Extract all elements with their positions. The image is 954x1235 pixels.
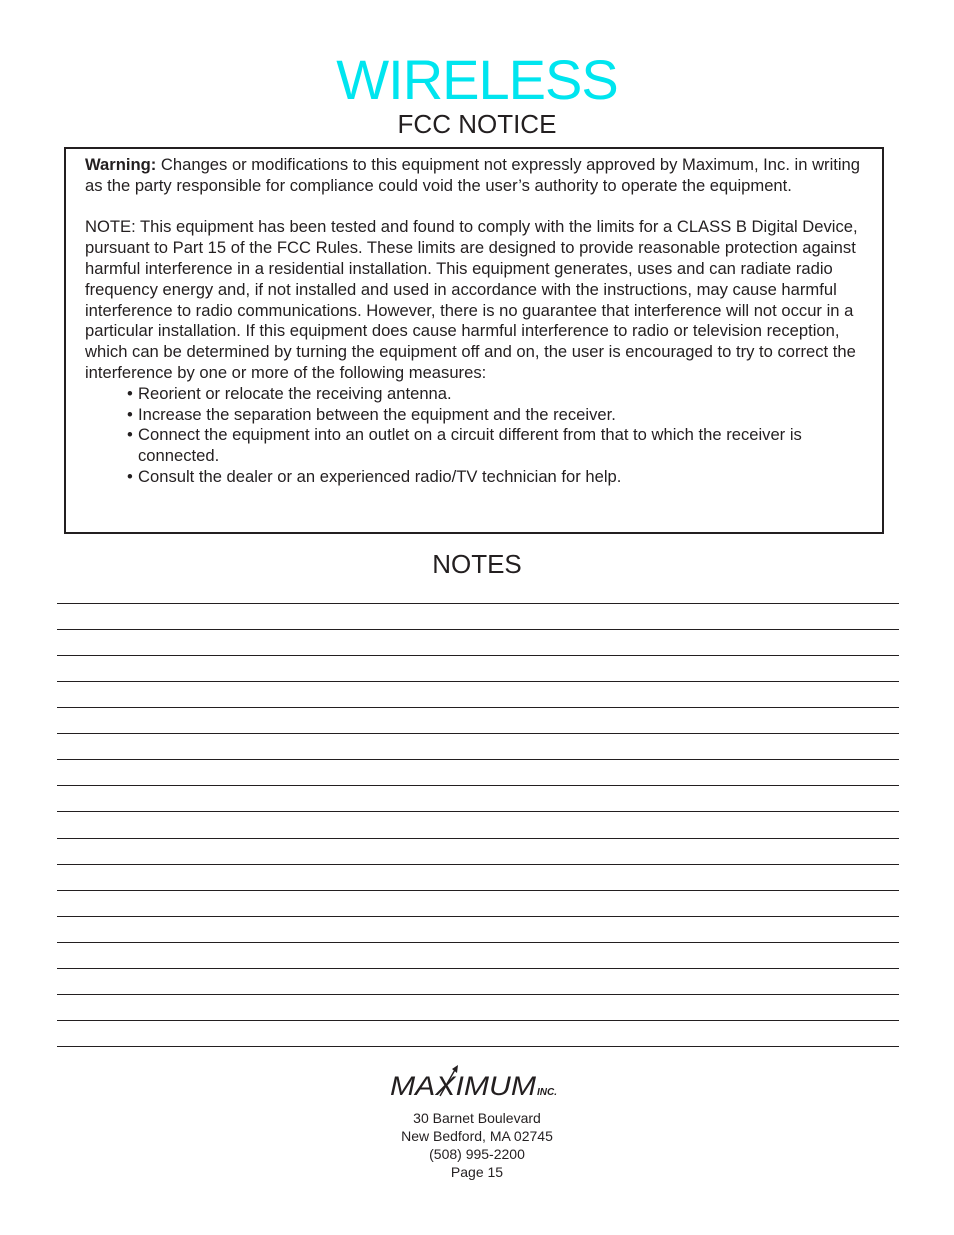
measure-item: • Increase the separation between the equipment and the receiver. [127,404,616,424]
note-line [57,1020,899,1021]
note-line [57,707,899,708]
note-line [57,838,899,839]
note-line [57,864,899,865]
bullet-icon: • [127,404,133,424]
bullet-icon: • [127,425,133,445]
warning-text: Changes or modifications to this equipment not expressly approved by Maximum, Inc. in writing as the party responsible for compliance could void the user’s authority to operate the equipment. [85,155,861,195]
measure-item: • Consult the dealer or an experienced radio/TV technician for help. [127,466,622,486]
section-title-notes: NOTES [432,549,522,579]
measure-item: • Reorient or relocate the receiving antenna. [127,383,452,403]
page-number: Page 15 [450,1164,504,1180]
bullet-icon: • [127,466,133,486]
warning-paragraph [85,155,870,197]
note-line [57,890,899,891]
note-line [57,1046,899,1047]
section-title-fcc-notice: FCC NOTICE [397,109,557,139]
note-line [57,968,899,969]
note-line [57,759,899,760]
note-line [57,942,899,943]
note-line [57,629,899,630]
phone-number: (508) 995-2200 [429,1146,525,1162]
note-line [57,733,899,734]
note-line [57,603,899,604]
bullet-icon: • [127,383,133,403]
note-line [57,681,899,682]
fcc-notice-box [64,147,884,534]
note-line [57,655,899,656]
logo-wordmark: MAXIMUM [390,1071,537,1101]
note-paragraph: NOTE: This equipment has been tested and found to comply with the limits for a CLASS B Digital Device, pursuant to Part 15 of the FCC Rules. These limits are designed to provide reasonable protection against harmful interference in a residential installation. This equipment generates, uses and can radiate radio frequency energy and, if not installed and used in accordance with the instructions, may cause harmful interference to radio communications. However, there is no guarantee that interference will not occur in a particular installation. If this equipment does cause harmful interference to radio or television reception, which can be determined by turning the equipment off and on, the user is encouraged to try to correct the interference by one or more of the following measures: [85,217,858,382]
address-street: 30 Barnet Boulevard [413,1110,541,1126]
page-title: WIRELESS [336,48,618,111]
note-line [57,785,899,786]
logo-suffix: INC. [537,1087,557,1098]
note-line [57,811,899,812]
note-line [57,994,899,995]
company-address [0,1109,954,1181]
measure-item: • Connect the equipment into an outlet on a circuit different from that to which the receiver is connected. [127,425,802,466]
note-line [57,916,899,917]
measures-list [85,384,870,488]
address-city: New Bedford, MA 02745 [401,1128,553,1144]
warning-label: Warning: [85,155,157,174]
maximum-logo [388,1064,568,1102]
